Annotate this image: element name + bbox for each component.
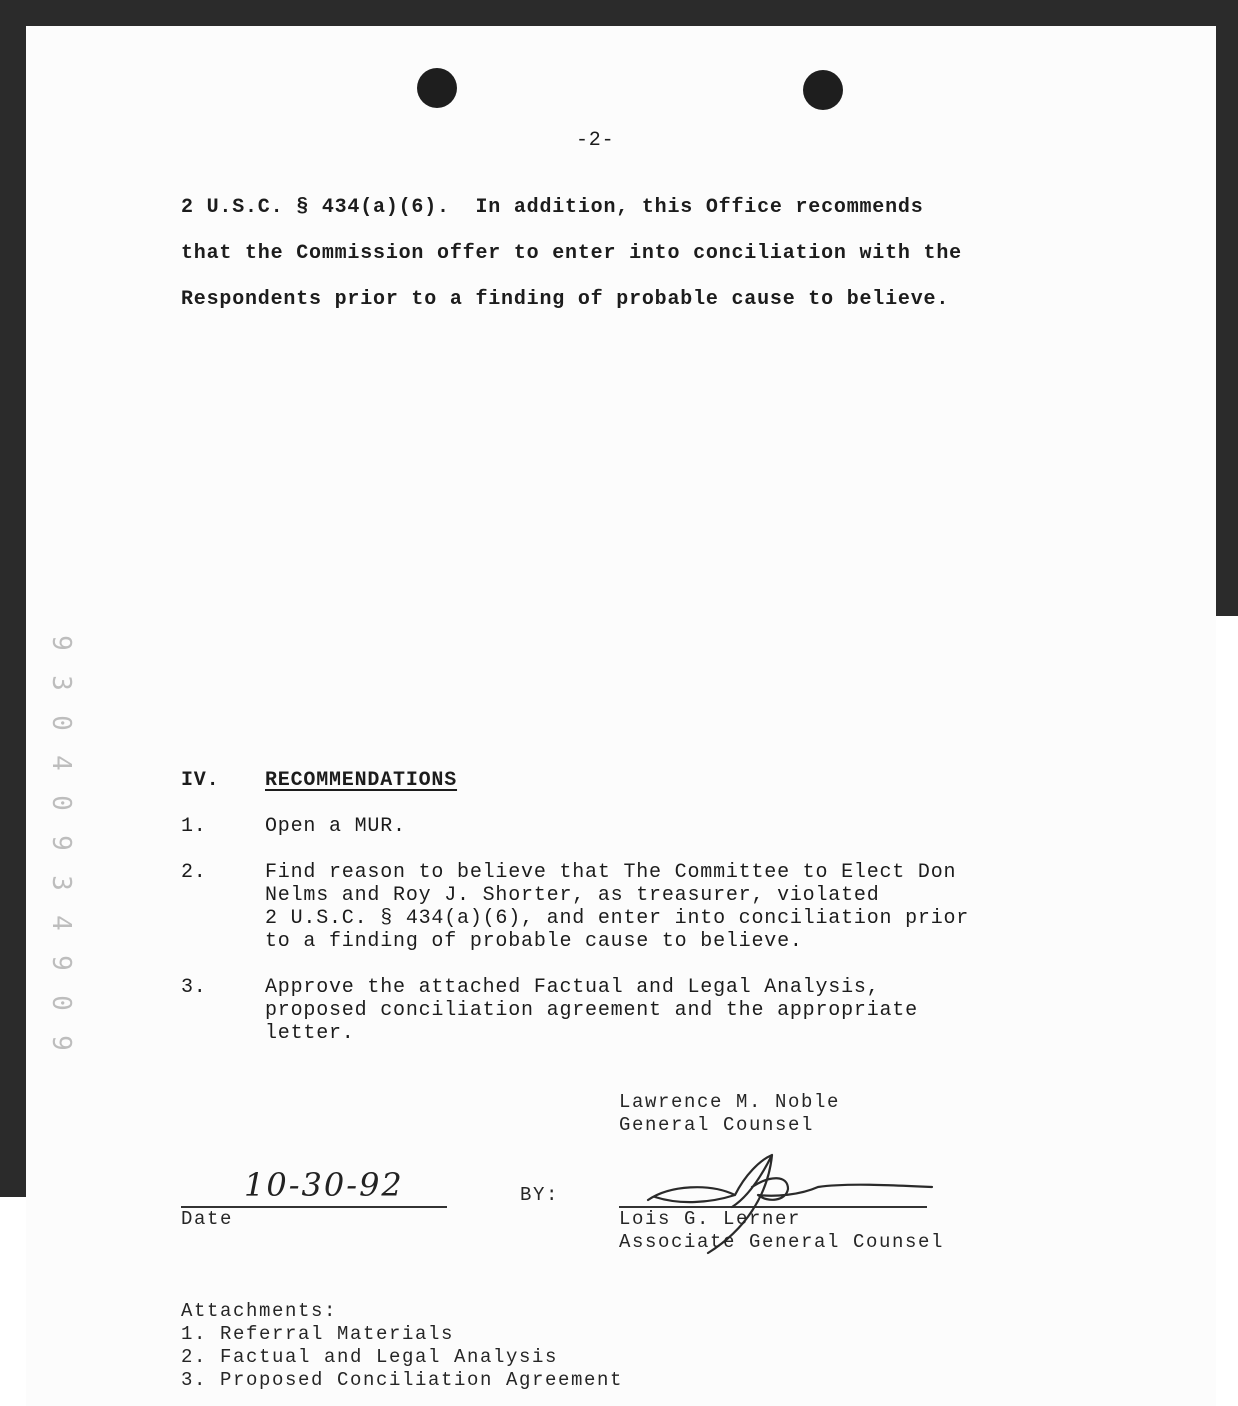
- stamp-digit: 3: [46, 675, 76, 691]
- paper-sheet: [26, 26, 1216, 1406]
- stamp-digit: 9: [46, 835, 76, 851]
- signatory-title: General Counsel: [619, 1114, 815, 1136]
- stamp-digit: 9: [46, 1035, 76, 1051]
- recommendation-line: to a finding of probable cause to believe.: [265, 930, 803, 953]
- stamp-digit: 4: [46, 755, 76, 771]
- signer-name: Lois G. Lerner: [619, 1208, 802, 1230]
- recommendation-line: Nelms and Roy J. Shorter, as treasurer, violated: [265, 884, 880, 907]
- stamp-digit: 0: [46, 795, 76, 811]
- paragraph-line: Respondents prior to a finding of probable cause to believe.: [181, 288, 950, 311]
- date-label: Date: [181, 1208, 234, 1230]
- scan-border-left: [0, 0, 26, 1197]
- document-number-stamp: [44, 628, 78, 1060]
- recommendation-line: proposed conciliation agreement and the appropriate: [265, 999, 918, 1022]
- recommendation-number: 1.: [181, 815, 207, 838]
- stamp-digit: 9: [46, 635, 76, 651]
- scan-border-right: [1216, 0, 1238, 616]
- stamp-digit: 0: [46, 715, 76, 731]
- recommendation-line: Open a MUR.: [265, 815, 406, 838]
- stamp-digit: 3: [46, 875, 76, 891]
- punch-hole-icon: [803, 70, 843, 110]
- stamp-digit: 0: [46, 995, 76, 1011]
- scan-border-top: [0, 0, 1238, 26]
- recommendation-line: Approve the attached Factual and Legal Analysis,: [265, 976, 880, 999]
- paragraph-line: that the Commission offer to enter into conciliation with the: [181, 242, 962, 265]
- paragraph-line: 2 U.S.C. § 434(a)(6). In addition, this Office recommends: [181, 196, 924, 219]
- page-number: -2-: [576, 129, 615, 152]
- attachment-item: 2. Factual and Legal Analysis: [181, 1346, 559, 1368]
- stamp-digit: 9: [46, 955, 76, 971]
- recommendation-line: 2 U.S.C. § 434(a)(6), and enter into conciliation prior: [265, 907, 970, 930]
- signatory-name: Lawrence M. Noble: [619, 1091, 841, 1113]
- attachment-item: 3. Proposed Conciliation Agreement: [181, 1369, 624, 1391]
- stamp-digit: 4: [46, 915, 76, 931]
- recommendation-line: Find reason to believe that The Committee to Elect Don: [265, 861, 957, 884]
- section-number: IV.: [181, 769, 220, 792]
- recommendation-number: 2.: [181, 861, 207, 884]
- recommendation-line: letter.: [265, 1022, 355, 1045]
- signer-title: Associate General Counsel: [619, 1231, 945, 1253]
- handwritten-date: 10-30-92: [244, 1166, 404, 1204]
- punch-hole-icon: [417, 68, 457, 108]
- attachments-heading: Attachments:: [181, 1300, 338, 1322]
- attachment-item: 1. Referral Materials: [181, 1323, 455, 1345]
- by-label: BY:: [520, 1184, 560, 1206]
- recommendation-number: 3.: [181, 976, 207, 999]
- section-heading: RECOMMENDATIONS: [265, 769, 458, 792]
